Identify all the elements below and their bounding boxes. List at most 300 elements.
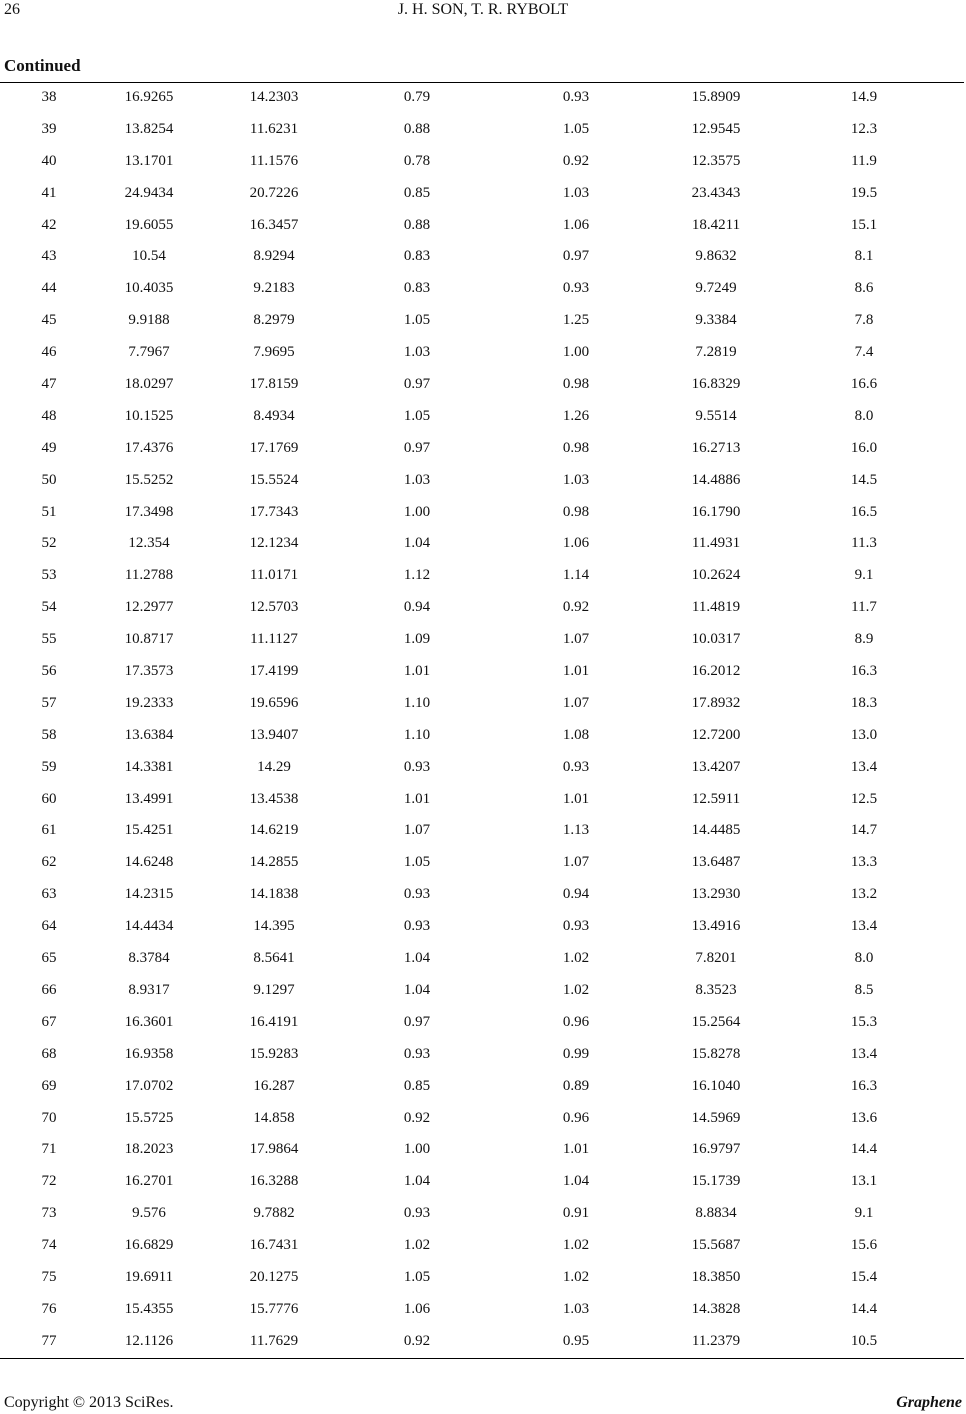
table-cell: 1.07 [562,694,590,711]
table-cell: 17.1769 [249,439,299,456]
table-cell: 0.93 [403,918,431,935]
table-cell: 7.4 [854,344,874,361]
table-row [0,1071,964,1103]
table-cell: 11.7629 [249,1332,299,1349]
table-row [0,1166,964,1198]
row-index-cell: 50 [41,471,57,488]
row-index-cell: 77 [41,1332,57,1349]
table-cell: 10.8717 [124,631,174,648]
table-cell: 16.3 [850,663,878,680]
table-cell: 14.6248 [124,854,174,871]
table-cell: 14.4485 [691,822,741,839]
table-cell: 24.9434 [124,184,174,201]
table-cell: 10.4035 [124,280,174,297]
row-index-cell: 55 [41,631,57,648]
table-cell: 7.8201 [695,950,737,967]
table-row [0,210,964,242]
table-cell: 8.0 [854,407,874,424]
table-row [0,305,964,337]
table-cell: 9.2183 [253,280,295,297]
table-cell: 1.05 [403,1268,431,1285]
table-cell: 1.07 [562,631,590,648]
table-row [0,720,964,752]
table-cell: 9.3384 [695,312,737,329]
row-index-cell: 65 [41,950,57,967]
table-row [0,465,964,497]
table-cell: 8.0 [854,950,874,967]
table-cell: 14.4434 [124,918,174,935]
table-cell: 11.3 [851,535,877,552]
table-cell: 1.14 [562,567,590,584]
table-cell: 13.4991 [124,790,174,807]
table-cell: 13.3 [850,854,878,871]
table-cell: 11.9 [851,152,877,169]
table-cell: 1.09 [403,631,431,648]
table-cell: 9.1297 [253,981,295,998]
table-cell: 11.6231 [249,120,299,137]
table-cell: 0.88 [403,120,431,137]
table-cell: 15.8278 [691,1045,741,1062]
table-row [0,911,964,943]
table-cell: 11.4819 [691,599,741,616]
table-row [0,1039,964,1071]
table-cell: 13.2 [850,886,878,903]
row-index-cell: 39 [41,120,57,137]
table-cell: 1.03 [403,471,431,488]
table-cell: 13.4 [850,1045,878,1062]
table-cell: 1.10 [403,694,431,711]
table-cell: 16.2713 [691,439,741,456]
table-cell: 14.6219 [249,822,299,839]
table-cell: 8.5641 [253,950,295,967]
table-cell: 9.7882 [253,1205,295,1222]
table-cell: 1.00 [562,344,590,361]
row-index-cell: 51 [41,503,57,520]
table-row [0,273,964,305]
row-index-cell: 56 [41,663,57,680]
table-cell: 17.8159 [249,376,299,393]
table-cell: 16.9265 [124,89,174,105]
table-cell: 16.2012 [691,663,741,680]
table-cell: 0.98 [562,503,590,520]
copyright-notice: Copyright © 2013 SciRes. [4,1394,174,1411]
row-index-cell: 42 [41,216,57,233]
table-row [0,784,964,816]
table-cell: 1.05 [562,120,590,137]
table-cell: 15.7776 [249,1300,299,1317]
table-cell: 0.85 [403,1077,431,1094]
table-cell: 20.7226 [249,184,299,201]
table-cell: 14.3828 [691,1300,741,1317]
table-cell: 19.2333 [124,694,174,711]
table-row [0,560,964,592]
table-cell: 13.4 [850,758,878,775]
table-cell: 12.5911 [691,790,741,807]
table-cell: 1.02 [562,1268,590,1285]
table-cell: 0.89 [562,1077,590,1094]
table-cell: 8.9317 [128,981,170,998]
table-cell: 14.3381 [124,758,174,775]
table-cell: 0.93 [403,1205,431,1222]
table-cell: 1.01 [562,663,590,680]
row-index-cell: 61 [41,822,57,839]
table-row [0,1134,964,1166]
table-cell: 12.1126 [124,1332,174,1349]
table-row [0,1198,964,1230]
table-cell: 18.2023 [124,1141,174,1158]
table-cell: 13.4538 [249,790,299,807]
row-index-cell: 53 [41,567,57,584]
table-cell: 0.92 [562,152,590,169]
row-index-cell: 38 [41,89,57,105]
table-row [0,1326,964,1358]
table-row [0,401,964,433]
table-cell: 15.4 [850,1268,878,1285]
table-cell: 18.0297 [124,376,174,393]
table-cell: 11.0171 [249,567,299,584]
table-cell: 15.3 [850,1013,878,1030]
table-row [0,656,964,688]
table-cell: 15.1739 [691,1173,741,1190]
table-row [0,752,964,784]
table-cell: 1.03 [562,471,590,488]
table-cell: 17.3573 [124,663,174,680]
table-cell: 16.1790 [691,503,741,520]
table-cell: 11.7 [851,599,877,616]
table-cell: 19.5 [850,184,878,201]
table-cell: 0.91 [562,1205,590,1222]
table-row [0,592,964,624]
table-cell: 16.8329 [691,376,741,393]
table-cell: 13.2930 [691,886,741,903]
table-cell: 0.93 [403,758,431,775]
table-cell: 1.02 [562,950,590,967]
table-cell: 0.85 [403,184,431,201]
table-cell: 9.9188 [128,312,170,329]
table-cell: 0.98 [562,439,590,456]
row-index-cell: 57 [41,694,57,711]
table-cell: 0.93 [562,758,590,775]
table-cell: 1.25 [562,312,590,329]
table-cell: 17.4199 [249,663,299,680]
table-bottom-rule [0,1358,964,1359]
table-cell: 11.2379 [691,1332,741,1349]
table-cell: 14.7 [850,822,878,839]
row-index-cell: 60 [41,790,57,807]
table-cell: 20.1275 [249,1268,299,1285]
table-row [0,497,964,529]
table-row [0,688,964,720]
table-cell: 12.354 [128,535,170,552]
table-cell: 13.4207 [691,758,741,775]
table-cell: 14.4886 [691,471,741,488]
table-cell: 13.6 [850,1109,878,1126]
table-cell: 18.3 [850,694,878,711]
table-cell: 1.05 [403,854,431,871]
table-cell: 12.3575 [691,152,741,169]
table-cell: 0.79 [403,89,431,105]
table-cell: 15.5725 [124,1109,174,1126]
table-cell: 14.395 [253,918,295,935]
table-row [0,815,964,847]
table-cell: 16.7431 [249,1237,299,1254]
table-cell: 14.2303 [249,89,299,105]
table-cell: 11.4931 [691,535,741,552]
table-cell: 13.4916 [691,918,741,935]
table-cell: 1.01 [403,790,431,807]
table-cell: 12.5703 [249,599,299,616]
table-cell: 15.9283 [249,1045,299,1062]
table-cell: 13.8254 [124,120,174,137]
table-cell: 16.5 [850,503,878,520]
table-cell: 15.5687 [691,1237,741,1254]
table-cell: 1.02 [403,1237,431,1254]
table-cell: 1.07 [562,854,590,871]
table-cell: 17.8932 [691,694,741,711]
row-index-cell: 43 [41,248,57,265]
table-cell: 10.5 [850,1332,878,1349]
table-cell: 14.9 [850,89,878,105]
table-cell: 12.9545 [691,120,741,137]
table-cell: 16.3 [850,1077,878,1094]
table-row [0,369,964,401]
table-row [0,82,964,114]
table-continued-label: Continued [4,56,81,75]
table-cell: 17.7343 [249,503,299,520]
table-cell: 13.4 [850,918,878,935]
table-cell: 0.97 [403,439,431,456]
table-cell: 14.1838 [249,886,299,903]
table-cell: 0.94 [562,886,590,903]
table-cell: 0.83 [403,248,431,265]
table-cell: 10.54 [132,248,166,265]
table-cell: 10.1525 [124,407,174,424]
row-index-cell: 59 [41,758,57,775]
table-cell: 9.8632 [695,248,737,265]
table-cell: 1.06 [562,535,590,552]
table-cell: 16.9797 [691,1141,741,1158]
row-index-cell: 71 [41,1141,57,1158]
table-row [0,975,964,1007]
table-row [0,624,964,656]
table-cell: 9.7249 [695,280,737,297]
table-cell: 8.9294 [253,248,295,265]
table-cell: 9.5514 [695,407,737,424]
table-cell: 9.576 [132,1205,166,1222]
row-index-cell: 45 [41,312,57,329]
table-cell: 19.6055 [124,216,174,233]
table-cell: 1.00 [403,503,431,520]
table-row [0,1230,964,1262]
table-cell: 14.29 [257,758,291,775]
table-cell: 15.4355 [124,1300,174,1317]
table-cell: 16.3601 [124,1013,174,1030]
table-cell: 16.0 [850,439,878,456]
row-index-cell: 64 [41,918,57,935]
page-number: 26 [4,1,20,18]
table-cell: 17.0702 [124,1077,174,1094]
table-cell: 7.9695 [253,344,295,361]
table-cell: 8.6 [854,280,874,297]
row-index-cell: 73 [41,1205,57,1222]
table-cell: 12.1234 [249,535,299,552]
table-cell: 11.1127 [250,631,298,648]
table-cell: 16.4191 [249,1013,299,1030]
table-cell: 15.6 [850,1237,878,1254]
table-cell: 8.5 [854,981,874,998]
table-cell: 1.04 [403,535,431,552]
table-cell: 1.10 [403,726,431,743]
row-index-cell: 44 [41,280,57,297]
table-cell: 1.05 [403,407,431,424]
running-head: J. H. SON, T. R. RYBOLT [397,1,569,18]
table-row [0,1007,964,1039]
table-cell: 1.13 [562,822,590,839]
row-index-cell: 40 [41,152,57,169]
table-cell: 0.95 [562,1332,590,1349]
table-cell: 15.5252 [124,471,174,488]
table-cell: 14.2315 [124,886,174,903]
table-cell: 14.2855 [249,854,299,871]
table-cell: 1.02 [562,1237,590,1254]
table-cell: 12.5 [850,790,878,807]
row-index-cell: 75 [41,1268,57,1285]
table-cell: 13.6487 [691,854,741,871]
table-cell: 1.12 [403,567,431,584]
row-index-cell: 48 [41,407,57,424]
table-cell: 1.05 [403,312,431,329]
row-index-cell: 70 [41,1109,57,1126]
table-row [0,1103,964,1135]
table-cell: 16.2701 [124,1173,174,1190]
row-index-cell: 52 [41,535,57,552]
table-cell: 8.8834 [695,1205,737,1222]
table-cell: 1.04 [403,981,431,998]
table-cell: 0.88 [403,216,431,233]
table-cell: 1.26 [562,407,590,424]
table-cell: 1.00 [403,1141,431,1158]
table-cell: 0.92 [403,1332,431,1349]
row-index-cell: 46 [41,344,57,361]
table-cell: 10.2624 [691,567,741,584]
table-cell: 12.7200 [691,726,741,743]
table-cell: 19.6596 [249,694,299,711]
table-cell: 8.3523 [695,981,737,998]
table-cell: 0.78 [403,152,431,169]
table-cell: 12.3 [850,120,878,137]
table-cell: 15.8909 [691,89,741,105]
table-row [0,146,964,178]
table-cell: 17.3498 [124,503,174,520]
table-cell: 8.3784 [128,950,170,967]
table-cell: 18.4211 [691,216,741,233]
table-cell: 1.06 [403,1300,431,1317]
table-cell: 1.01 [562,1141,590,1158]
table-cell: 18.3850 [691,1268,741,1285]
table-cell: 0.93 [403,1045,431,1062]
table-cell: 1.04 [403,1173,431,1190]
table-cell: 1.06 [562,216,590,233]
table-cell: 17.4376 [124,439,174,456]
table-cell: 14.858 [253,1109,295,1126]
table-cell: 7.2819 [695,344,737,361]
table-cell: 1.01 [562,790,590,807]
table-row [0,433,964,465]
table-cell: 15.4251 [124,822,174,839]
row-index-cell: 54 [41,599,57,616]
table-row [0,879,964,911]
row-index-cell: 72 [41,1173,57,1190]
table-cell: 17.9864 [249,1141,299,1158]
table-cell: 0.97 [562,248,590,265]
row-index-cell: 74 [41,1237,57,1254]
row-index-cell: 67 [41,1013,57,1030]
table-cell: 14.4 [850,1141,878,1158]
table-row [0,528,964,560]
table-row [0,847,964,879]
table-cell: 8.4934 [253,407,295,424]
table-cell: 0.92 [403,1109,431,1126]
table-row [0,337,964,369]
row-index-cell: 41 [41,184,57,201]
table-cell: 0.92 [562,599,590,616]
row-index-cell: 66 [41,981,57,998]
table-cell: 0.97 [403,1013,431,1030]
table-cell: 8.2979 [253,312,295,329]
table-row [0,241,964,273]
table-row [0,1294,964,1326]
table-cell: 13.6384 [124,726,174,743]
table-cell: 1.01 [403,663,431,680]
table-cell: 13.1 [850,1173,878,1190]
table-cell: 0.96 [562,1013,590,1030]
table-cell: 9.1 [854,1205,874,1222]
table-cell: 14.5 [850,471,878,488]
table-cell: 16.1040 [691,1077,741,1094]
table-cell: 13.0 [850,726,878,743]
table-cell: 0.93 [562,918,590,935]
table-cell: 0.83 [403,280,431,297]
table-cell: 14.4 [850,1300,878,1317]
table-cell: 1.04 [403,950,431,967]
table-cell: 14.5969 [691,1109,741,1126]
table-cell: 8.9 [854,631,874,648]
table-cell: 0.94 [403,599,431,616]
table-cell: 15.5524 [249,471,299,488]
table-cell: 15.1 [850,216,878,233]
table-cell: 11.2788 [124,567,174,584]
row-index-cell: 76 [41,1300,57,1317]
table-cell: 1.03 [562,1300,590,1317]
table-cell: 0.96 [562,1109,590,1126]
row-index-cell: 49 [41,439,57,456]
table-cell: 1.08 [562,726,590,743]
table-row [0,1262,964,1294]
table-row [0,114,964,146]
table-cell: 0.97 [403,376,431,393]
table-cell: 1.02 [562,981,590,998]
table-cell: 1.03 [562,184,590,201]
table-cell: 13.9407 [249,726,299,743]
table-cell: 16.6829 [124,1237,174,1254]
row-index-cell: 47 [41,376,57,393]
row-index-cell: 63 [41,886,57,903]
table-cell: 0.93 [562,89,590,105]
table-row [0,943,964,975]
row-index-cell: 58 [41,726,57,743]
table-row [0,178,964,210]
table-cell: 16.3457 [249,216,299,233]
